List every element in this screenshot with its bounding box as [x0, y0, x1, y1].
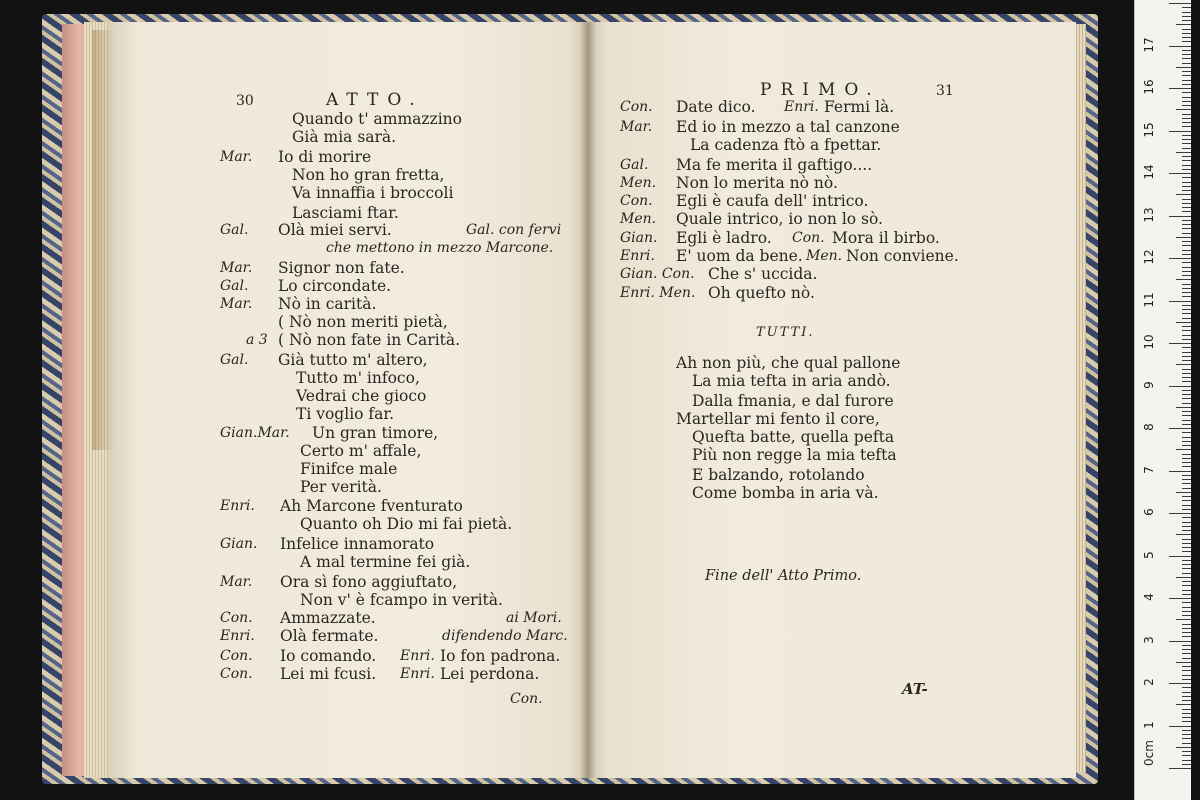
- ruler-tick: [1182, 500, 1191, 501]
- ruler-tick: [1182, 573, 1191, 574]
- speaker-label: Gal.: [620, 157, 649, 173]
- verse-line: Quanto oh Dio mi fai pietà.: [300, 515, 513, 533]
- ruler-tick: [1182, 122, 1191, 123]
- ruler-tick: [1169, 343, 1191, 344]
- ruler-tick: [1182, 505, 1191, 506]
- verse-line: Lo circondate.: [278, 277, 392, 295]
- ruler-tick: [1182, 245, 1191, 246]
- speaker-label: Con.: [792, 230, 825, 246]
- stage-direction: Gal. con fervi: [466, 222, 562, 238]
- ruler-tick: [1176, 364, 1191, 365]
- ruler-tick: [1176, 534, 1191, 535]
- chorus-line: Ah non più, che qual pallone: [676, 354, 901, 372]
- ruler-tick: [1182, 658, 1191, 659]
- ruler-tick: [1176, 747, 1191, 748]
- ruler-tick: [1169, 471, 1191, 472]
- ruler-tick: [1182, 483, 1191, 484]
- ruler-tick: [1182, 390, 1191, 391]
- ruler-tick: [1182, 80, 1191, 81]
- ruler-tick: [1182, 352, 1191, 353]
- ruler-tick: [1169, 598, 1191, 599]
- speaker-label: Gian.Mar.: [220, 425, 290, 441]
- ruler-tick: [1182, 649, 1191, 650]
- ruler-tick: [1182, 509, 1191, 510]
- ruler-tick: [1182, 58, 1191, 59]
- ruler-tick: [1182, 590, 1191, 591]
- ruler-tick: [1169, 131, 1191, 132]
- ruler-tick: [1182, 585, 1191, 586]
- ruler-tick: [1182, 228, 1191, 229]
- ruler-tick: [1182, 632, 1191, 633]
- speaker-label: Enri.: [784, 99, 819, 115]
- chorus-heading: TUTTI.: [756, 325, 815, 340]
- ruler-tick: [1182, 186, 1191, 187]
- verse-line: Non conviene.: [846, 247, 959, 265]
- ruler-tick: [1182, 92, 1191, 93]
- ruler-tick: [1182, 615, 1191, 616]
- speaker-label: Con.: [620, 193, 653, 209]
- ruler-tick: [1182, 547, 1191, 548]
- verse-line: Già tutto m' altero,: [278, 351, 428, 369]
- speaker-label: Con.: [220, 648, 253, 664]
- verse-line: Quale intrico, io non lo sò.: [676, 210, 883, 228]
- ruler-tick: [1182, 420, 1191, 421]
- ruler-tick: [1182, 126, 1191, 127]
- ruler-tick: [1182, 203, 1191, 204]
- verse-line: Vedrai che gioco: [296, 387, 427, 405]
- ruler-tick: [1176, 662, 1191, 663]
- ruler-label: 4: [1142, 593, 1156, 601]
- ruler-tick: [1182, 696, 1191, 697]
- ruler-label: 9: [1142, 380, 1156, 389]
- ruler-tick: [1182, 628, 1191, 629]
- ruler-tick: [1182, 602, 1191, 603]
- speaker-label: Gian. Con.: [620, 266, 695, 282]
- ruler-label: 17: [1142, 36, 1156, 53]
- verse-line: ( Nò non fate in Carità.: [278, 331, 461, 349]
- book-gutter: [580, 22, 596, 778]
- ruler-tick: [1182, 466, 1191, 467]
- verse-line: Non v' è fcampo in verità.: [300, 591, 503, 609]
- ruler-tick: [1182, 670, 1191, 671]
- ruler-tick: [1176, 449, 1191, 450]
- ruler-tick: [1182, 441, 1191, 442]
- ruler-tick: [1182, 581, 1191, 582]
- ruler-tick: [1182, 734, 1191, 735]
- verse-line: Tutto m' infoco,: [296, 369, 420, 387]
- speaker-label: Con.: [220, 666, 253, 682]
- ruler-tick: [1182, 309, 1191, 310]
- ruler-tick: [1182, 764, 1191, 765]
- verse-line: Egli è caufa dell' intrico.: [676, 192, 869, 210]
- ruler-label: 7: [1142, 465, 1156, 474]
- speaker-label: Gian.: [220, 536, 258, 552]
- speaker-label: Enri.: [620, 248, 655, 264]
- ruler-tick: [1169, 428, 1191, 429]
- ruler-tick: [1182, 190, 1191, 191]
- verse-line: Olà miei servi.: [278, 221, 392, 239]
- ruler-tick: [1182, 692, 1191, 693]
- speaker-label: Men.: [620, 211, 657, 227]
- ruler-label: 8: [1142, 423, 1156, 431]
- ruler-tick: [1182, 437, 1191, 438]
- ruler-label: 6: [1142, 508, 1156, 516]
- speaker-label: Mar.: [220, 574, 253, 590]
- ruler-tick: [1182, 105, 1191, 106]
- ruler-tick: [1176, 279, 1191, 280]
- verse-line: Certo m' affale,: [300, 442, 422, 460]
- ruler-tick: [1182, 369, 1191, 370]
- ruler-tick: [1182, 445, 1191, 446]
- ruler-tick: [1182, 50, 1191, 51]
- ruler-tick: [1182, 169, 1191, 170]
- ruler-tick: [1182, 37, 1191, 38]
- end-of-act-note: Fine dell' Atto Primo.: [705, 568, 862, 584]
- verse-line: Lasciami ftar.: [292, 204, 399, 222]
- ruler-tick: [1182, 148, 1191, 149]
- ruler-tick: [1182, 679, 1191, 680]
- ruler-tick: [1182, 738, 1191, 739]
- ruler-tick: [1182, 479, 1191, 480]
- ruler-tick: [1182, 241, 1191, 242]
- ruler-tick: [1182, 539, 1191, 540]
- ruler-label: 10: [1142, 334, 1156, 350]
- ruler-tick: [1182, 139, 1191, 140]
- verse-line: Lei mi fcusi.: [280, 665, 377, 683]
- ruler-tick: [1182, 224, 1191, 225]
- ruler-tick: [1182, 156, 1191, 157]
- ruler-label: 0cm: [1142, 740, 1156, 766]
- verse-line: La cadenza ftò a fpettar.: [690, 136, 882, 154]
- speaker-label: Enri. Men.: [620, 285, 696, 301]
- ruler-tick: [1182, 75, 1191, 76]
- verse-line: Non lo merita nò nò.: [676, 174, 838, 192]
- chorus-line: La mia tefta in aria andò.: [692, 372, 891, 390]
- ruler-tick: [1182, 687, 1191, 688]
- ruler-tick: [1182, 160, 1191, 161]
- ruler-tick: [1182, 330, 1191, 331]
- measuring-ruler: [1134, 0, 1191, 800]
- ruler-tick: [1182, 653, 1191, 654]
- verse-line: Signor non fate.: [278, 259, 405, 277]
- chorus-line: Quefta batte, quella pefta: [692, 428, 895, 446]
- ruler-tick: [1182, 347, 1191, 348]
- ruler-tick: [1182, 199, 1191, 200]
- ruler-tick: [1182, 624, 1191, 625]
- left-running-head: ATTO.: [326, 90, 424, 110]
- ruler-tick: [1182, 458, 1191, 459]
- ruler-tick: [1182, 114, 1191, 115]
- ruler-tick: [1176, 67, 1191, 68]
- stage-direction: ai Mori.: [506, 610, 562, 626]
- ruler-tick: [1182, 356, 1191, 357]
- ruler-tick: [1182, 84, 1191, 85]
- speaker-label: Enri.: [400, 648, 435, 664]
- ruler-label: 11: [1142, 291, 1156, 308]
- ruler-tick: [1182, 462, 1191, 463]
- ruler-tick: [1182, 636, 1191, 637]
- verse-line: Quando t' ammazzino: [292, 110, 462, 128]
- ruler-tick: [1182, 743, 1191, 744]
- chorus-line: E balzando, rotolando: [692, 466, 865, 484]
- ruler-tick: [1182, 207, 1191, 208]
- ruler-tick: [1182, 373, 1191, 374]
- ruler-tick: [1182, 292, 1191, 293]
- verse-line: Già mia sarà.: [292, 128, 397, 146]
- ruler-tick: [1169, 556, 1191, 557]
- verse-line: Date dico.: [676, 98, 756, 116]
- ruler-tick: [1182, 666, 1191, 667]
- ruler-tick: [1182, 594, 1191, 595]
- ruler-tick: [1169, 216, 1191, 217]
- ruler-label: 13: [1142, 206, 1156, 223]
- verse-line: Ah Marcone fventurato: [280, 497, 463, 515]
- ruler-tick: [1182, 135, 1191, 136]
- verse-line: Lei perdona.: [440, 665, 540, 683]
- ruler-tick: [1169, 513, 1191, 514]
- speaker-label: Con.: [620, 99, 653, 115]
- chorus-line: Più non regge la mia tefta: [692, 446, 897, 464]
- ruler-tick: [1182, 267, 1191, 268]
- ruler-tick: [1182, 233, 1191, 234]
- verse-line: Ti voglio far.: [296, 405, 395, 423]
- verse-line: Ammazzate.: [280, 609, 376, 627]
- ruler-tick: [1169, 173, 1191, 174]
- chorus-line: Martellar mi fento il core,: [676, 410, 880, 428]
- ruler-tick: [1182, 403, 1191, 404]
- ruler-tick: [1182, 143, 1191, 144]
- verse-line: Nò in carità.: [278, 295, 377, 313]
- ruler-tick: [1182, 275, 1191, 276]
- right-running-head: PRIMO.: [760, 80, 881, 100]
- page-stain: [92, 30, 114, 450]
- ruler-tick: [1182, 118, 1191, 119]
- ruler-tick: [1176, 24, 1191, 25]
- ruler-tick: [1176, 109, 1191, 110]
- speaker-label: Men.: [620, 175, 657, 191]
- ruler-tick: [1182, 20, 1191, 21]
- verse-line: A mal termine fei già.: [300, 553, 471, 571]
- ruler-tick: [1182, 721, 1191, 722]
- ruler-tick: [1182, 454, 1191, 455]
- ruler-tick: [1182, 250, 1191, 251]
- ruler-tick: [1182, 551, 1191, 552]
- ruler-tick: [1182, 411, 1191, 412]
- ruler-tick: [1182, 71, 1191, 72]
- speaker-label: Mar.: [220, 296, 253, 312]
- ruler-tick: [1169, 258, 1191, 259]
- ruler-tick: [1182, 709, 1191, 710]
- ruler-tick: [1182, 381, 1191, 382]
- ruler-tick: [1182, 526, 1191, 527]
- verse-line: ( Nò non meriti pietà,: [278, 313, 448, 331]
- verse-line: Infelice innamorato: [280, 535, 435, 553]
- ruler-tick: [1169, 3, 1191, 4]
- ruler-tick: [1176, 407, 1191, 408]
- ruler-tick: [1182, 760, 1191, 761]
- ruler-tick: [1182, 296, 1191, 297]
- verse-line: Io fon padrona.: [440, 647, 561, 665]
- ruler-tick: [1169, 641, 1191, 642]
- ruler-label: 3: [1142, 635, 1156, 644]
- ruler-tick: [1182, 284, 1191, 285]
- ruler-tick: [1182, 271, 1191, 272]
- ruler-tick: [1169, 88, 1191, 89]
- ruler-tick: [1182, 41, 1191, 42]
- ruler-tick: [1182, 182, 1191, 183]
- ruler-tick: [1182, 220, 1191, 221]
- speaker-label: Gal.: [220, 222, 249, 238]
- ruler-tick: [1182, 12, 1191, 13]
- left-page-number: 30: [236, 93, 254, 109]
- verse-line: Fermi là.: [824, 98, 895, 116]
- ruler-label: 5: [1142, 550, 1156, 559]
- ruler-tick: [1182, 755, 1191, 756]
- ruler-tick: [1182, 211, 1191, 212]
- right-page-number: 31: [936, 83, 954, 99]
- ruler-tick: [1182, 377, 1191, 378]
- ruler-tick: [1182, 475, 1191, 476]
- ruler-tick: [1182, 398, 1191, 399]
- ruler-tick: [1182, 339, 1191, 340]
- ruler-tick: [1182, 335, 1191, 336]
- ruler-tick: [1182, 394, 1191, 395]
- verse-line: Va innaffia i broccoli: [292, 184, 454, 202]
- speaker-label: Enri.: [220, 628, 255, 644]
- ruler-tick: [1182, 415, 1191, 416]
- verse-line: Egli è ladro.: [676, 229, 772, 247]
- ruler-tick: [1169, 301, 1191, 302]
- ruler-label: 2: [1142, 678, 1156, 686]
- verse-line: E' uom da bene.: [676, 247, 803, 265]
- right-catchword: AT-: [902, 680, 928, 698]
- ruler-tick: [1182, 101, 1191, 102]
- verse-line: Ma fe merita il gaftigo....: [676, 156, 873, 174]
- ruler-tick: [1182, 568, 1191, 569]
- ruler-label: 16: [1142, 79, 1156, 95]
- ruler-tick: [1176, 492, 1191, 493]
- speaker-label: Gal.: [220, 352, 249, 368]
- left-catchword: Con.: [510, 691, 543, 707]
- ruler-tick: [1182, 517, 1191, 518]
- ruler-tick: [1169, 726, 1191, 727]
- speaker-label: Con.: [220, 610, 253, 626]
- speaker-label: Enri.: [400, 666, 435, 682]
- verse-line: Non ho gran fretta,: [292, 166, 445, 184]
- ruler-tick: [1169, 683, 1191, 684]
- ruler-tick: [1182, 326, 1191, 327]
- ruler-tick: [1182, 730, 1191, 731]
- verse-line: Olà fermate.: [280, 627, 379, 645]
- ruler-tick: [1182, 432, 1191, 433]
- verse-line: Io di morire: [278, 148, 372, 166]
- ruler-tick: [1182, 522, 1191, 523]
- ruler-tick: [1176, 194, 1191, 195]
- speaker-label: Mar.: [620, 119, 653, 135]
- stage-direction: che mettono in mezzo Marcone.: [326, 240, 554, 256]
- ruler-label: 12: [1142, 249, 1156, 265]
- speaker-label: Mar.: [220, 149, 253, 165]
- ruler-tick: [1182, 645, 1191, 646]
- ruler-tick: [1176, 237, 1191, 238]
- verse-line: Un gran timore,: [312, 424, 439, 442]
- ruler-tick: [1169, 386, 1191, 387]
- ruler-tick: [1176, 704, 1191, 705]
- ruler-tick: [1182, 543, 1191, 544]
- ruler-label: 15: [1142, 121, 1156, 138]
- ruler-tick: [1182, 564, 1191, 565]
- ruler-tick: [1182, 318, 1191, 319]
- ruler-tick: [1182, 530, 1191, 531]
- ruler-tick: [1182, 305, 1191, 306]
- chorus-line: Dalla fmania, e dal furore: [692, 392, 894, 410]
- verse-line: Ed io in mezzo a tal canzone: [676, 118, 900, 136]
- ruler-tick: [1182, 713, 1191, 714]
- speaker-label: Mar.: [220, 260, 253, 276]
- ruler-tick: [1182, 97, 1191, 98]
- ruler-tick: [1182, 16, 1191, 17]
- verse-line: Per verità.: [300, 478, 382, 496]
- speaker-label: Gian.: [620, 230, 658, 246]
- speaker-label: a 3: [246, 332, 268, 348]
- ruler-tick: [1182, 360, 1191, 361]
- verse-line: Mora il birbo.: [832, 229, 940, 247]
- ruler-tick: [1169, 768, 1191, 769]
- chorus-line: Come bomba in aria và.: [692, 484, 879, 502]
- ruler-tick: [1182, 611, 1191, 612]
- ruler-tick: [1182, 313, 1191, 314]
- ruler-tick: [1176, 619, 1191, 620]
- ruler-tick: [1182, 262, 1191, 263]
- ruler-tick: [1182, 63, 1191, 64]
- stage-direction: difendendo Marc.: [442, 628, 568, 644]
- ruler-tick: [1182, 560, 1191, 561]
- ruler-tick: [1182, 177, 1191, 178]
- ruler-tick: [1182, 29, 1191, 30]
- ruler-tick: [1182, 254, 1191, 255]
- verse-line: Ora sì fono aggiuftato,: [280, 573, 458, 591]
- ruler-tick: [1176, 322, 1191, 323]
- ruler-tick: [1182, 675, 1191, 676]
- ruler-label: 1: [1142, 720, 1156, 729]
- verse-line: Finifce male: [300, 460, 398, 478]
- speaker-label: Gal.: [220, 278, 249, 294]
- ruler-tick: [1182, 488, 1191, 489]
- ruler-tick: [1182, 288, 1191, 289]
- ruler-tick: [1176, 152, 1191, 153]
- verse-line: Io comando.: [280, 647, 377, 665]
- ruler-tick: [1182, 700, 1191, 701]
- ruler-tick: [1176, 577, 1191, 578]
- ruler-tick: [1182, 496, 1191, 497]
- ruler-tick: [1182, 607, 1191, 608]
- ruler-tick: [1182, 165, 1191, 166]
- ruler-label: 14: [1142, 164, 1156, 180]
- ruler-tick: [1182, 424, 1191, 425]
- ruler-tick: [1182, 717, 1191, 718]
- ruler-tick: [1182, 7, 1191, 8]
- speaker-label: Enri.: [220, 498, 255, 514]
- ruler-tick: [1182, 751, 1191, 752]
- verse-line: Oh quefto nò.: [708, 284, 815, 302]
- speaker-label: Men.: [806, 248, 843, 264]
- ruler-tick: [1182, 54, 1191, 55]
- verse-line: Che s' uccida.: [708, 265, 818, 283]
- ruler-tick: [1182, 33, 1191, 34]
- ruler-tick: [1169, 46, 1191, 47]
